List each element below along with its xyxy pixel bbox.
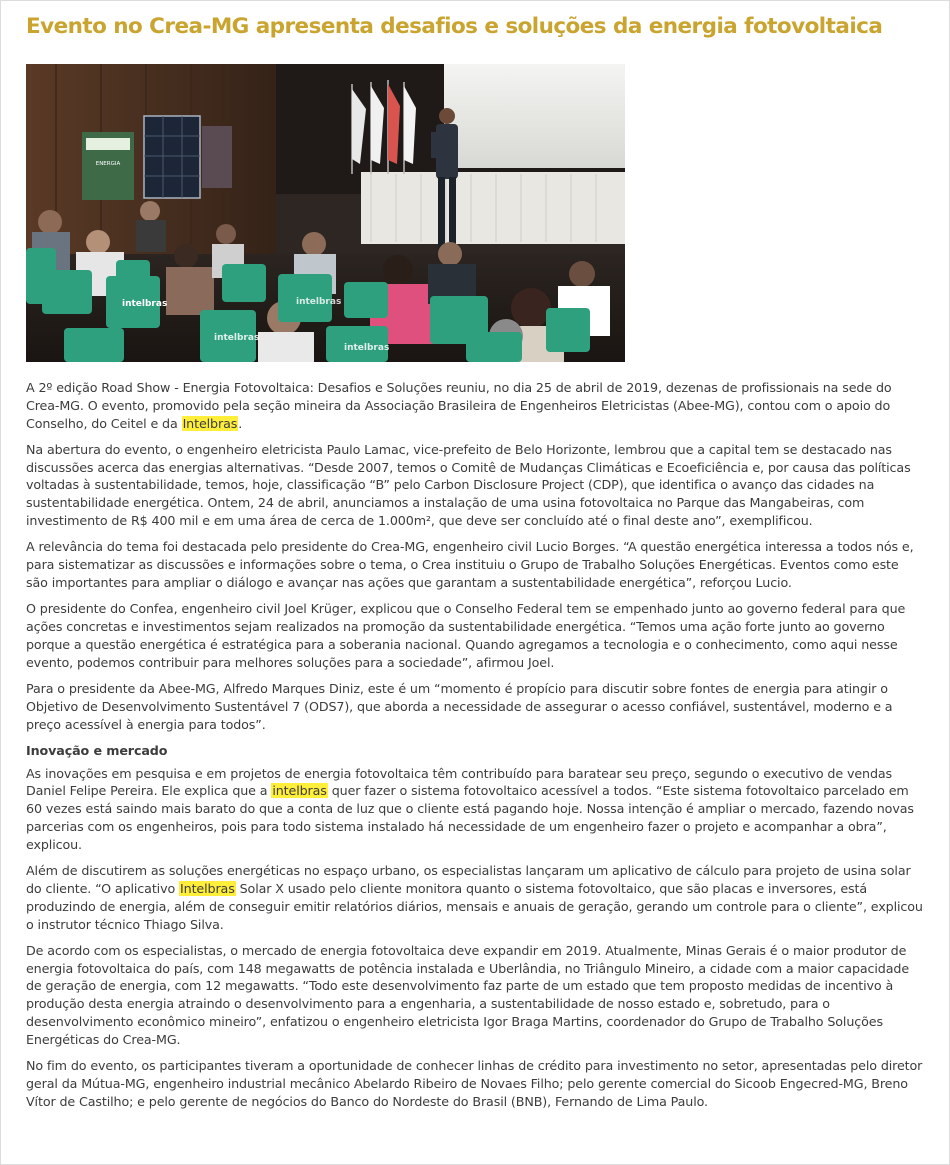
banner-text: ENERGIA	[95, 161, 121, 167]
paragraph: Na abertura do evento, o engenheiro eletricista Paulo Lamac, vice-prefeito de Belo Horizonte, lembrou que a capital tem se destacado nas discussões acerca das energias alternativas. “Desde 2007, temos o Comitê de Mudanças Climáticas e Ecoeficiência e, por causa das políticas voltadas à sustentabilidade, temos, hoje, classificação “B” pelo Carbon Disclosure Project (CDP), que identifica o avanço das cidades na sustentabilidade energética. Ontem, 24 de abril, anunciamos a instalação de uma usina fotovoltaica no Parque das Mangabeiras, com investimento de R$ 400 mil e em uma área de cerca de 1.000m², que deve ser concluído até o final deste ano”, exemplificou.	[26, 441, 911, 529]
highlight-mark: Intelbras	[182, 415, 238, 431]
chair-brand-label: intelbras	[122, 299, 168, 309]
article-photo	[26, 64, 625, 362]
highlight-mark: intelbras	[272, 783, 327, 799]
paragraph: De acordo com os especialistas, o mercado de energia fotovoltaica deve expandir em 2019. Atualmente, Minas Gerais é o maior produtor de energia fotovoltaica do país, com 148 megawatts de potência instalada e Uberlândia, no Triângulo Mineiro, a cidade com a maior capacidade de geração de energia, com 12 megawatts. “Todo este desenvolvimento faz parte de um estado que tem proposto medidas de incentivo à produção desta energia atraindo o desenvolvimento para a engenharia, a sustentabilidade de nosso estado e, sobretudo, para o desenvolvimento econômico mineiro”, enfatizou o engenheiro eletricista Igor Braga Martins, coordenador do Grupo de Trabalho Soluções Energéticas do Crea-MG.	[26, 942, 910, 1047]
section-subheading: Inovação e mercado	[26, 742, 168, 758]
svg-text:intelbras: intelbras	[296, 297, 342, 307]
paragraph: A relevância do tema foi destacada pelo presidente do Crea-MG, engenheiro civil Lucio Borges. “A questão energética interessa a todos nós e, para sistematizar as discussões e informações sobre o tema, o Crea instituiu o Grupo de Trabalho Soluções Energéticas. Eventos como este são importantes para ampliar o diálogo e avançar nas ações que garantam a sustentabilidade energética”, reforçou Lucio.	[26, 539, 914, 590]
svg-text:intelbras: intelbras	[214, 333, 260, 343]
paragraph: A 2º edição Road Show - Energia Fotovoltaica: Desafios e Soluções reuniu, no dia 25 de abril de 2019, dezenas de profissionais na sede do Crea-MG. O evento, promovido pela seção mineira da Associação Brasileira de Engenheiros Eletricistas (Abee-MG), contou com o apoio do Conselho, do Ceitel e da Intelbras.	[26, 380, 892, 431]
highlight-mark: Intelbras	[180, 880, 235, 896]
svg-text:intelbras: intelbras	[344, 343, 390, 353]
paragraph: As inovações em pesquisa e em projetos de energia fotovoltaica têm contribuído para baratear seu preço, segundo o executivo de vendas Daniel Felipe Pereira. Ele explica que a intelbras quer fazer o sistema fotovoltaico acessível a todos. “Este sistema fotovoltaico parcelado em 60 vezes está saindo mais barato do que a conta de luz que o cliente está pagando hoje. Nossa intenção é ampliar o mercado, fazendo novas parcerias com os engenheiros, pois para todo sistema instalado há necessidade de um engenheiro fazer o projeto e acompanhar a obra”, explicou.	[26, 765, 914, 852]
paragraph: O presidente do Confea, engenheiro civil Joel Krüger, explicou que o Conselho Federal tem se empenhado junto ao governo federal para que ações concretas e investimentos sejam realizados na promoção da sustentabilidade energética. “Temos uma ação forte junto ao governo porque a questão energética é estratégica para a soberania nacional. Quando agregamos a tecnologia e o conhecimento, como aqui nesse evento, podemos contribuir para melhores soluções para a sociedade”, afirmou Joel.	[26, 601, 906, 670]
article-body	[26, 379, 924, 1119]
paragraph: Para o presidente da Abee-MG, Alfredo Marques Diniz, este é um “momento é propício para discutir sobre fontes de energia para atingir o Objetivo de Desenvolvimento Sustentável 7 (ODS7), que aborda a necessidade de assegurar o acesso confiável, sustentável, moderno e a preço acessível à energia para todos”.	[26, 680, 893, 732]
paragraph: Além de discutirem as soluções energéticas no espaço urbano, os especialistas lançaram um aplicativo de cálculo para projeto de usina solar do cliente. “O aplicativo Intelbras Solar X usado pelo cliente monitora quanto o sistema fotovoltaico, que são placas e inversores, está produzindo de energia, além de conseguir emitir relatórios diários, mensais e anuais de geração, gerando um controle para o cliente”, explicou o instrutor técnico Thiago Silva.	[26, 863, 923, 932]
paragraph: No fim do evento, os participantes tiveram a oportunidade de conhecer linhas de crédito para investimento no setor, apresentadas pelo diretor geral da Mútua-MG, engenheiro industrial mecânico Abelardo Ribeiro de Novaes Filho; pelo gerente comercial do Sicoob Engecred-MG, Breno Vítor de Castilho; e pelo gerente de negócios do Banco do Nordeste do Brasil (BNB), Fernando de Lima Paulo.	[26, 1058, 923, 1109]
article-title: Evento no Crea-MG apresenta desafios e soluções da energia fotovoltaica	[26, 14, 883, 39]
